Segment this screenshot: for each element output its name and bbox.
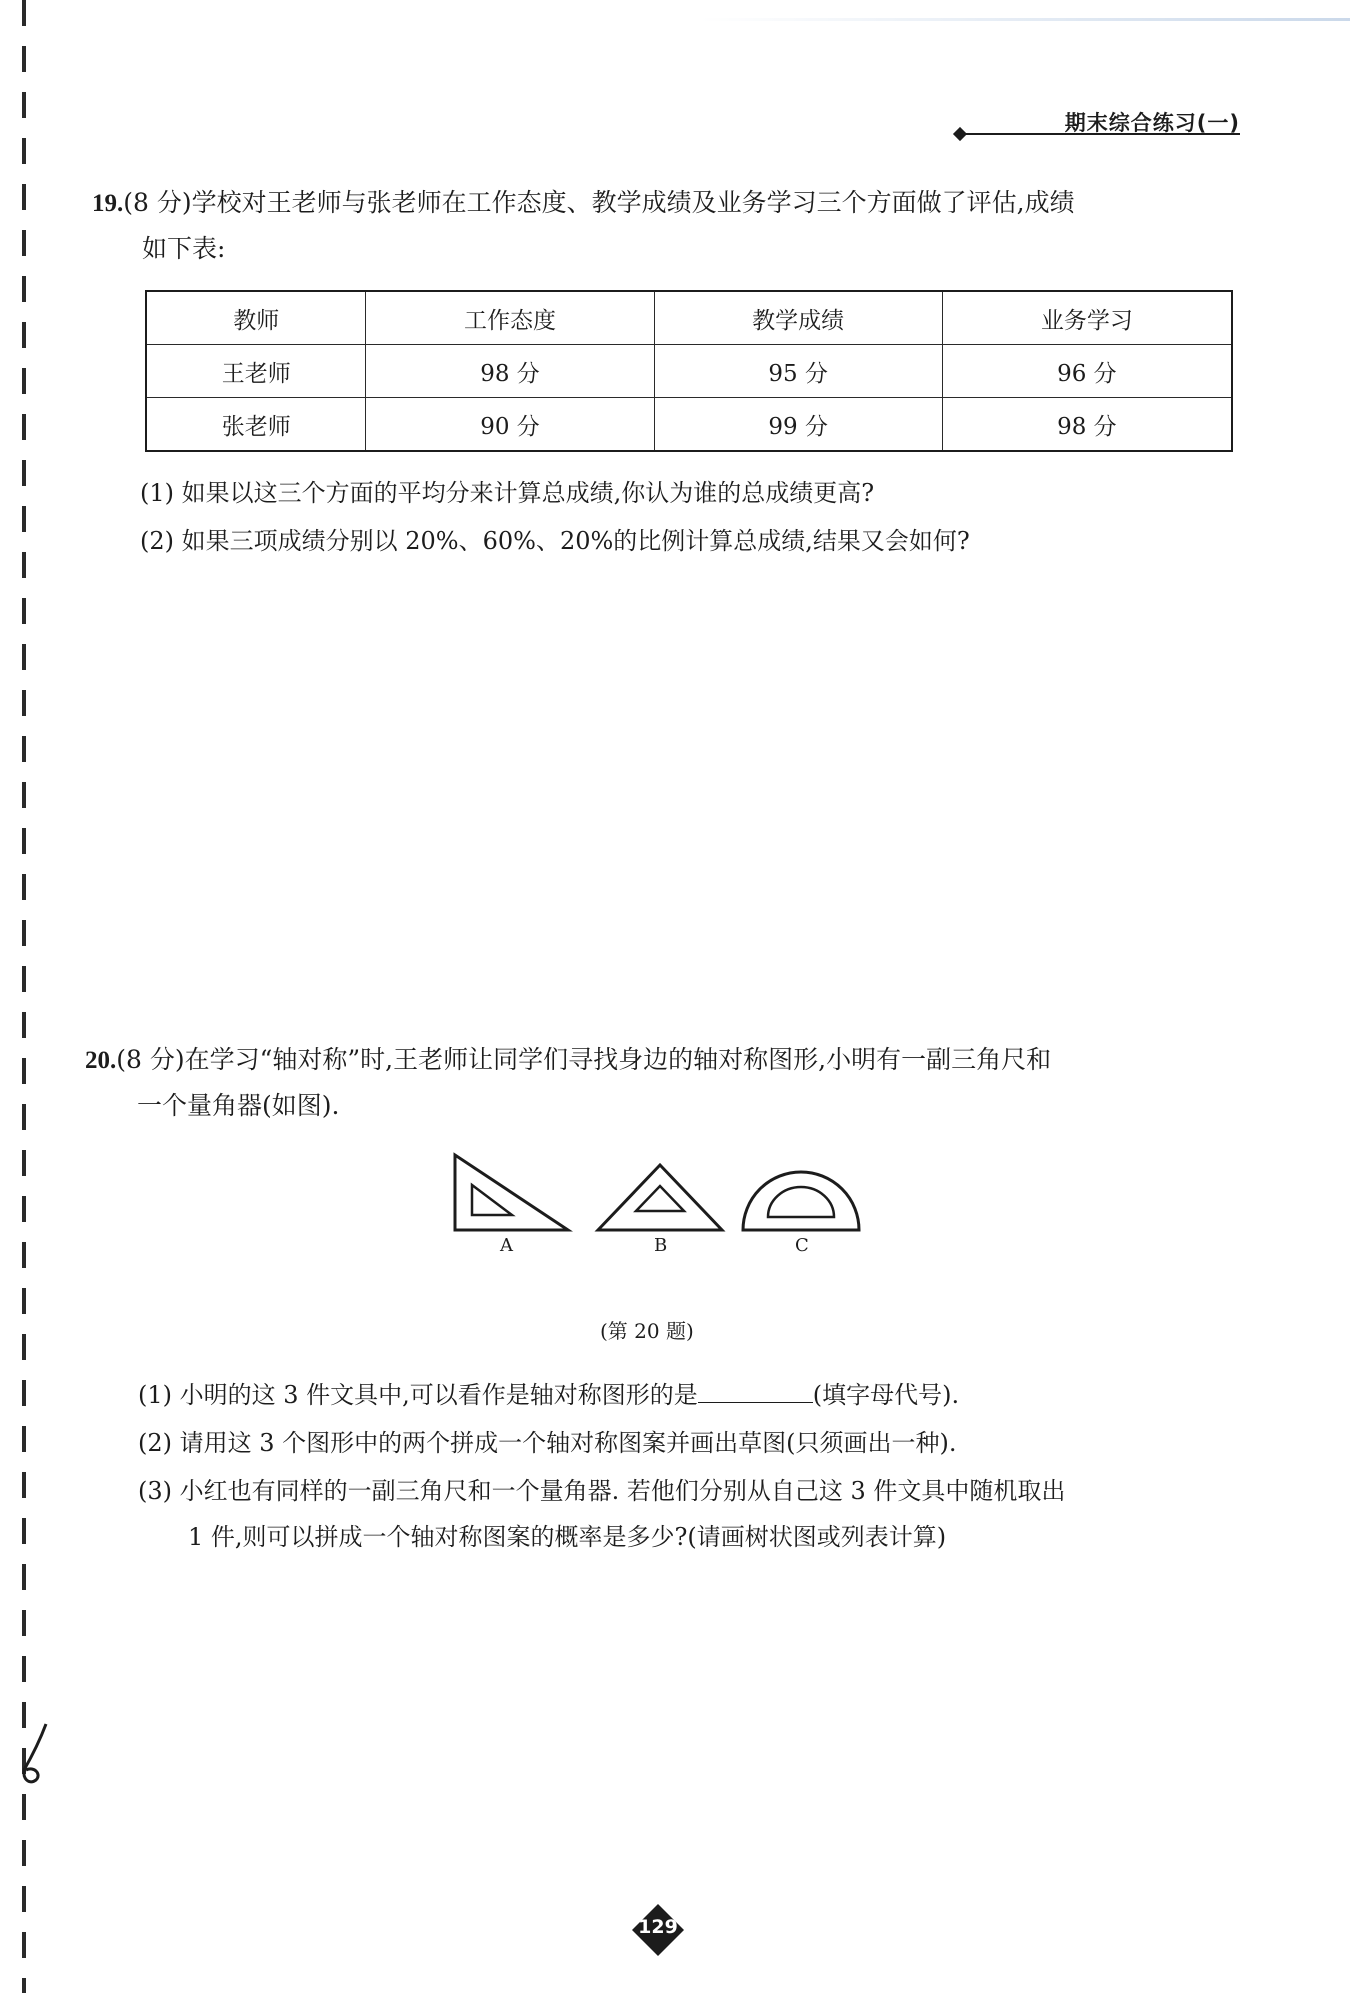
q19-line1 bbox=[92, 180, 1252, 226]
table-cell: 张老师 bbox=[146, 398, 366, 452]
page-number: 129 bbox=[638, 1916, 678, 1938]
figure-label-b: B bbox=[654, 1235, 668, 1256]
q19-text-line1: 学校对王老师与张老师在工作态度、教学成绩及业务学习三个方面做了评估,成绩 bbox=[191, 188, 1075, 217]
figure-label-c: C bbox=[795, 1235, 809, 1256]
question-19 bbox=[92, 180, 1252, 271]
q20-text-line2: 一个量角器(如图). bbox=[137, 1091, 340, 1120]
q20-sub3-line1: (3) 小红也有同样的一副三角尺和一个量角器. 若他们分别从自己这 3 件文具中随机取出 bbox=[138, 1477, 1066, 1505]
right-triangle-ruler-figure bbox=[455, 1155, 568, 1230]
q20-points: (8 分) bbox=[116, 1045, 185, 1074]
table-cell: 98 分 bbox=[942, 398, 1232, 452]
header-cell: 业务学习 bbox=[942, 291, 1232, 345]
q19-text-line2: 如下表: bbox=[142, 234, 226, 263]
table-cell: 95 分 bbox=[654, 345, 942, 398]
q20-sub3-line2: 1 件,则可以拼成一个轴对称图案的概率是多少?(请画树状图或列表计算) bbox=[188, 1523, 947, 1551]
header-cell: 工作态度 bbox=[366, 291, 654, 345]
figure-label-a: A bbox=[500, 1235, 513, 1256]
q19-sub1: (1) 如果以这三个方面的平均分来计算总成绩,你认为谁的总成绩更高? bbox=[140, 479, 875, 507]
isosceles-triangle-ruler-figure bbox=[598, 1165, 722, 1230]
table-header-row bbox=[146, 291, 1232, 345]
q20-sub1-suffix: (填字母代号). bbox=[812, 1381, 960, 1409]
figure-caption: (第 20 题) bbox=[600, 1319, 694, 1343]
q19-number: 19. bbox=[92, 190, 124, 217]
q20-sub1 bbox=[138, 1372, 959, 1418]
score-table bbox=[145, 290, 1233, 452]
question-20 bbox=[85, 1037, 1255, 1128]
q19-points: (8 分) bbox=[123, 188, 192, 217]
handwritten-mark bbox=[18, 1720, 58, 1790]
answer-blank[interactable] bbox=[698, 1376, 813, 1403]
table-cell: 98 分 bbox=[366, 345, 654, 398]
header-cell: 教师 bbox=[146, 291, 366, 345]
table-row bbox=[146, 345, 1232, 398]
table-cell: 王老师 bbox=[146, 345, 366, 398]
section-title: 期末综合练习(一) bbox=[1064, 111, 1240, 135]
table-cell: 90 分 bbox=[366, 398, 654, 452]
binding-cut-line bbox=[22, 0, 26, 1993]
q19-sub2: (2) 如果三项成绩分别以 20%、60%、20%的比例计算总成绩,结果又会如何? bbox=[140, 527, 970, 555]
table-row bbox=[146, 398, 1232, 452]
page-number-badge bbox=[630, 1902, 686, 1958]
protractor-figure bbox=[743, 1172, 859, 1230]
scan-edge-strip bbox=[700, 18, 1350, 21]
q20-sub2: (2) 请用这 3 个图形中的两个拼成一个轴对称图案并画出草图(只须画出一种). bbox=[138, 1429, 957, 1457]
header-cell: 教学成绩 bbox=[654, 291, 942, 345]
q20-number: 20. bbox=[85, 1047, 117, 1074]
table-cell: 99 分 bbox=[654, 398, 942, 452]
q20-sub1-text: (1) 小明的这 3 件文具中,可以看作是轴对称图形的是 bbox=[138, 1381, 698, 1409]
table-cell: 96 分 bbox=[942, 345, 1232, 398]
q20-text-line1: 在学习“轴对称”时,王老师让同学们寻找身边的轴对称图形,小明有一副三角尺和 bbox=[184, 1045, 1052, 1074]
q20-line1 bbox=[85, 1037, 1255, 1083]
section-header bbox=[955, 107, 1240, 147]
